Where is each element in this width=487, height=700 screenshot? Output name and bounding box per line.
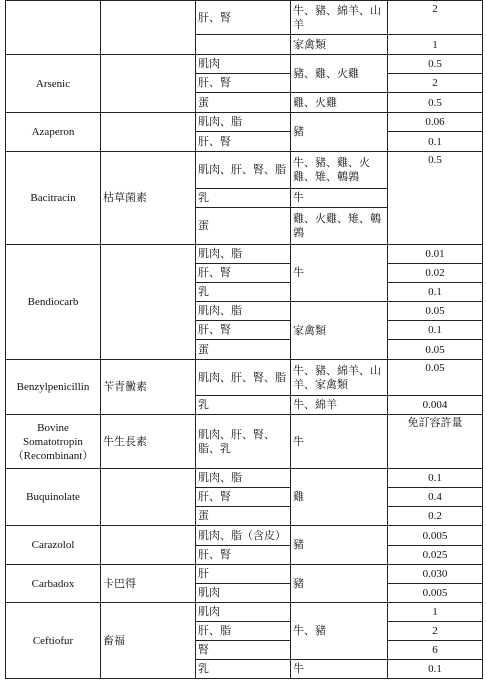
tissue-cell: 肝、腎 — [196, 321, 291, 340]
drug-name-cell: Carbadox — [6, 565, 101, 603]
drug-name-cell — [6, 1, 101, 55]
drug-name-cell: Ceftiofur — [6, 603, 101, 679]
tissue-cell: 肝、腎 — [196, 1, 291, 35]
limit-value-cell: 0.2 — [388, 507, 483, 526]
table-row — [6, 152, 483, 189]
limit-value-cell: 免訂容許量 — [388, 415, 483, 469]
drug-name-cell: Carazolol — [6, 526, 101, 565]
limit-value-cell: 2 — [388, 622, 483, 641]
limit-value-cell: 0.06 — [388, 113, 483, 132]
tissue-cell: 乳 — [196, 283, 291, 302]
limit-value-cell: 0.5 — [388, 93, 483, 113]
drug-name-cell: Benzylpenicillin — [6, 360, 101, 415]
tissue-cell — [196, 35, 291, 55]
drug-name-line: Bovine — [37, 421, 69, 434]
chinese-name-cell — [101, 526, 196, 565]
limit-value-cell: 0.05 — [388, 302, 483, 321]
table-row — [6, 245, 483, 264]
tissue-cell: 肌肉 — [196, 55, 291, 74]
tissue-cell: 乳 — [196, 660, 291, 679]
tissue-cell: 肝、脂 — [196, 622, 291, 641]
limit-value-cell: 0.5 — [388, 55, 483, 74]
table-row — [6, 360, 483, 396]
species-cell: 牛 — [291, 415, 388, 469]
species-cell: 雞、火雞、雉、鵪鶉 — [291, 208, 388, 245]
tissue-cell: 肌肉、肝、腎、脂 — [196, 152, 291, 189]
limit-value-cell: 0.02 — [388, 264, 483, 283]
tissue-cell: 蛋 — [196, 208, 291, 245]
limit-value-cell: 0.005 — [388, 584, 483, 603]
species-cell: 牛 — [291, 660, 388, 679]
drug-name-cell: Arsenic — [6, 55, 101, 113]
species-cell: 雞、火雞 — [291, 93, 388, 113]
limit-value-cell: 1 — [388, 603, 483, 622]
tissue-cell: 肌肉、肝、腎、脂 — [196, 360, 291, 396]
tissue-cell: 蛋 — [196, 93, 291, 113]
limit-value-cell: 0.025 — [388, 546, 483, 565]
tissue-cell: 肌肉、脂 — [196, 469, 291, 488]
drug-name-line: Somatotropin — [23, 435, 83, 448]
limit-value-cell: 0.4 — [388, 488, 483, 507]
species-cell: 牛、豬、雞、火雞、雉、鵪鶉 — [291, 152, 388, 189]
species-cell: 牛、豬 — [291, 603, 388, 660]
limit-value-cell: 0.030 — [388, 565, 483, 584]
species-cell: 豬 — [291, 113, 388, 152]
drug-name-cell — [6, 415, 101, 469]
species-cell: 家禽類 — [291, 302, 388, 360]
table-row — [6, 469, 483, 488]
species-cell: 牛、豬、綿羊、山羊 — [291, 1, 388, 35]
table-row — [6, 415, 483, 469]
limit-value-cell: 0.01 — [388, 245, 483, 264]
drug-name-line: （Recombinant） — [12, 449, 94, 462]
limit-value-cell: 0.1 — [388, 660, 483, 679]
table-row — [6, 55, 483, 74]
tissue-cell: 肝、腎 — [196, 264, 291, 283]
tissue-cell: 肌肉、脂（含皮） — [196, 526, 291, 546]
chinese-name-cell: 苄青黴素 — [101, 360, 196, 415]
tissue-cell: 肌肉、脂 — [196, 113, 291, 132]
tissue-cell: 肌肉、脂 — [196, 245, 291, 264]
chinese-name-cell: 畜福 — [101, 603, 196, 679]
chinese-name-cell — [101, 245, 196, 360]
chinese-name-cell: 卡巴得 — [101, 565, 196, 603]
limit-value-cell: 6 — [388, 641, 483, 660]
tissue-cell: 肝、腎 — [196, 74, 291, 93]
species-cell: 豬 — [291, 565, 388, 603]
tissue-cell: 肝 — [196, 565, 291, 584]
table-row — [6, 113, 483, 132]
chinese-name-cell — [101, 469, 196, 526]
tissue-cell: 蛋 — [196, 507, 291, 526]
table-row — [6, 526, 483, 546]
tissue-cell: 腎 — [196, 641, 291, 660]
tissue-cell: 肌肉 — [196, 603, 291, 622]
tissue-cell: 肝、腎 — [196, 546, 291, 565]
species-cell: 牛、豬、綿羊、山羊、家禽類 — [291, 360, 388, 396]
species-cell: 雞 — [291, 469, 388, 526]
residue-limit-table — [5, 0, 483, 679]
species-cell: 牛、綿羊 — [291, 396, 388, 415]
chinese-name-cell — [101, 1, 196, 55]
table-row — [6, 565, 483, 584]
drug-name-cell: Azaperon — [6, 113, 101, 152]
limit-value-cell: 0.05 — [388, 360, 483, 396]
drug-name-cell: Bendiocarb — [6, 245, 101, 360]
limit-value-cell: 0.5 — [388, 152, 483, 245]
tissue-cell: 肝、腎 — [196, 132, 291, 152]
tissue-cell: 乳 — [196, 189, 291, 208]
species-cell: 牛 — [291, 245, 388, 302]
tissue-cell: 肌肉、肝、腎、脂、乳 — [196, 415, 291, 469]
limit-value-cell: 0.005 — [388, 526, 483, 546]
tissue-cell: 肌肉 — [196, 584, 291, 603]
limit-value-cell: 2 — [388, 74, 483, 93]
limit-value-cell: 0.004 — [388, 396, 483, 415]
chinese-name-cell — [101, 113, 196, 152]
limit-value-cell: 2 — [388, 1, 483, 35]
limit-value-cell: 0.1 — [388, 321, 483, 340]
table-row — [6, 603, 483, 622]
limit-value-cell: 0.1 — [388, 283, 483, 302]
chinese-name-cell: 枯草菌素 — [101, 152, 196, 245]
tissue-cell: 乳 — [196, 396, 291, 415]
tissue-cell: 蛋 — [196, 340, 291, 360]
species-cell: 豬、雞、火雞 — [291, 55, 388, 93]
chinese-name-cell: 牛生長素 — [101, 415, 196, 469]
drug-name-cell: Buquinolate — [6, 469, 101, 526]
drug-name-cell: Bacitracin — [6, 152, 101, 245]
species-cell: 牛 — [291, 189, 388, 208]
limit-value-cell: 0.1 — [388, 469, 483, 488]
limit-value-cell: 1 — [388, 35, 483, 55]
tissue-cell: 肌肉、脂 — [196, 302, 291, 321]
species-cell: 豬 — [291, 526, 388, 565]
species-cell: 家禽類 — [291, 35, 388, 55]
limit-value-cell: 0.05 — [388, 340, 483, 360]
limit-value-cell: 0.1 — [388, 132, 483, 152]
tissue-cell: 肝、腎 — [196, 488, 291, 507]
chinese-name-cell — [101, 55, 196, 113]
table-row — [6, 1, 483, 35]
